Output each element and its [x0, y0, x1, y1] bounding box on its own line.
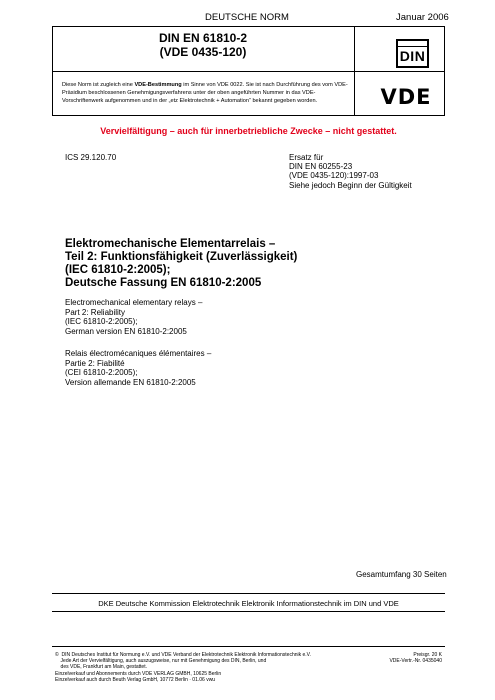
total-pages: Gesamtumfang 30 Seiten	[356, 570, 447, 579]
copyright-notice	[55, 652, 355, 683]
vde-logo: VDE	[380, 85, 432, 109]
vde-notice	[62, 81, 354, 105]
replaces-line: (VDE 0435-120):1997-03	[289, 171, 379, 181]
din-logo-bar	[398, 46, 427, 47]
norm-label: DEUTSCHE NORM	[205, 12, 289, 23]
replaces-line: Ersatz für	[289, 153, 324, 162]
title-english-line: (IEC 61810-2:2005);	[65, 317, 138, 326]
copyright-line: Einzelverkauf und Abonnements durch VDE VERLAG GMBH, 10625 Berlin	[55, 670, 222, 677]
copyright-line: Jede Art der Vervielfältigung, auch auszugsweise, nur mit Genehmigung des DIN, Berlin, und	[55, 658, 267, 665]
frame-right-border	[444, 26, 445, 115]
order-number: VDE-Vertr.-Nr. 0435040	[389, 658, 442, 665]
title-english	[65, 298, 365, 336]
title-block-divider	[52, 71, 445, 72]
title-english-line: Part 2: Reliability	[65, 307, 126, 317]
title-french-line: Partie 2: Fiabilité	[65, 358, 125, 368]
replaces-line: Siehe jedoch Beginn der Gültigkeit	[289, 180, 412, 190]
din-logo-text: DIN	[399, 48, 426, 64]
ics-code: ICS 29.120.70	[65, 153, 117, 162]
footer-divider	[52, 646, 445, 647]
title-german-line: Elektromechanische Elementarrelais –	[65, 238, 276, 250]
issue-date: Januar 2006	[396, 12, 449, 23]
vde-notice-bold: VDE-Bestimmung	[134, 82, 182, 88]
title-english-line: German version EN 61810-2:2005	[65, 326, 187, 336]
price-group: Preisgr. 20 K	[413, 652, 442, 658]
title-german-line: Deutsche Fassung EN 61810-2:2005	[65, 277, 262, 289]
dke-divider-top	[52, 593, 445, 594]
copy-warning: Vervielfältigung – auch für innerbetriebliche Zwecke – nicht gestattet.	[100, 126, 397, 136]
intro-block-divider	[52, 115, 445, 116]
price-info	[372, 652, 442, 664]
document-number: DIN EN 61810-2	[158, 31, 248, 45]
replaces-line: DIN EN 60255-23	[289, 162, 353, 172]
title-german-line: (IEC 61810-2:2005);	[65, 264, 171, 276]
vde-classification: (VDE 0435-120)	[159, 45, 247, 59]
dke-committee: DKE Deutsche Kommission Elektrotechnik Elektronik Informationstechnik im DIN und VDE	[98, 599, 399, 608]
copyright-line: © DIN Deutsches Institut für Normung e.V. und VDE Verband der Elektrotechnik Elektronik Informationstechnik e.V.	[55, 652, 311, 658]
header-divider	[52, 26, 445, 27]
title-french-line: Relais électromécaniques élémentaires –	[65, 349, 212, 358]
frame-middle-border	[354, 26, 355, 115]
title-german	[65, 238, 365, 290]
title-french-line: (CEI 61810-2:2005);	[65, 368, 138, 377]
title-english-line: Electromechanical elementary relays –	[65, 298, 203, 307]
dke-divider-bottom	[52, 611, 445, 612]
vde-notice-part1: Diese Norm ist zugleich eine	[62, 82, 135, 88]
title-german-line: Teil 2: Funktionsfähigkeit (Zuverlässigkeit)	[65, 251, 298, 263]
title-french-line: Version allemande EN 61810-2:2005	[65, 377, 196, 387]
din-logo	[396, 39, 429, 68]
copyright-line: des VDE, Frankfurt am Main, gestattet.	[55, 664, 147, 671]
vde-notice-part2: im Sinne von VDE 0022. Sie ist nach Durchführung des vom VDE-Präsidium beschlossenen Genehmigungsverfahrens unter der oben angeführten Nummer in das VDE-Vorschriftenwerk aufgenommen und in der „etz Elektrotechnik + Automation“ bekannt gegeben worden.	[62, 82, 348, 104]
replaces-block	[289, 153, 412, 190]
title-french	[65, 349, 365, 387]
copyright-line: Einzelverkauf auch durch Beuth Verlag GmbH, 10772 Berlin · 01.06 vwu	[55, 676, 216, 683]
